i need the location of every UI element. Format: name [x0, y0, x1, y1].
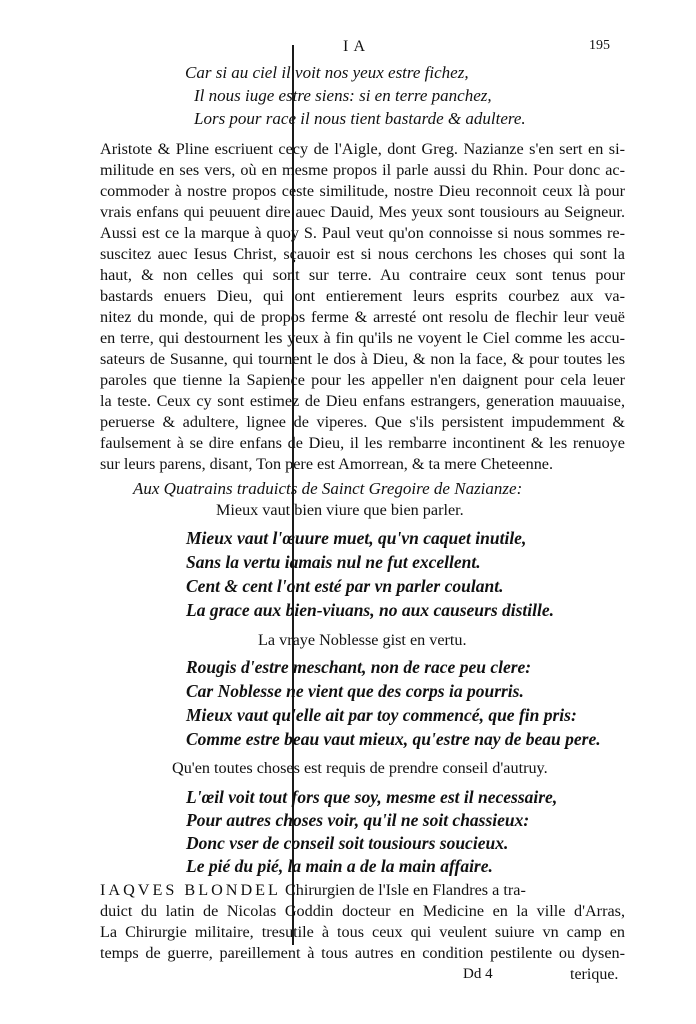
closing-line: [100, 880, 526, 901]
quatrains-heading: Aux Quatrains traduicts de Sainct Gregoire de Nazianze:: [133, 479, 523, 498]
prose-line: sateurs de Susanne, qui tournent le dos à Dieu, & non la face, & pour toutes les: [100, 350, 625, 368]
prose-line: commoder à nostre propos ceste similitude, nostre Dieu reconnoit ceux là pour: [100, 182, 625, 200]
prose-line: Aussi est ce la marque à quoy S. Paul veut qu'on connoisse si nous sommes re-: [100, 224, 625, 242]
closing-text: Chirurgien de l'Isle en Flandres a tra-: [284, 881, 526, 899]
verse-line: La grace aux bien-viuans, no aux causeurs distille.: [186, 600, 555, 620]
verse-line: Pour autres choses voir, qu'il ne soit chassieux:: [186, 810, 530, 830]
verse-line: Car Noblesse ne vient que des corps ia pourris.: [186, 681, 524, 701]
verse-line: Cent & cent l'ont esté par vn parler coulant.: [186, 576, 504, 596]
verse-line: Lors pour race il nous tient bastarde & adultere.: [194, 109, 526, 128]
verse-line: L'œil voit tout fors que soy, mesme est il necessaire,: [186, 787, 558, 807]
prose-line: en terre, qui destournent les yeux à fin qu'ils ne voyent le Ciel comme les accu-: [100, 329, 625, 347]
verse-line: Comme estre beau vaut mieux, qu'estre nay de beau pere.: [186, 729, 601, 749]
verse-line: Car si au ciel il voit nos yeux estre fichez,: [185, 63, 469, 82]
section-title: La vraye Noblesse gist en vertu.: [258, 631, 467, 649]
closing-line: duict du latin de Nicolas Goddin docteur en Medicine en la ville d'Arras,: [100, 902, 625, 920]
running-header: I A: [343, 38, 366, 55]
section-title: Qu'en toutes choses est requis de prendre conseil d'autruy.: [172, 759, 548, 777]
verse-line: Il nous iuge estre siens: si en terre panchez,: [194, 86, 492, 105]
verse-line: Le pié du pié, la main a de la main affaire.: [186, 856, 493, 876]
prose-line: vrais enfans qui peuuent dire auec Dauid, Mes yeux sont tousiours au Seigneur.: [100, 203, 625, 221]
verse-line: Mieux vaut l'œuure muet, qu'vn caquet inutile,: [186, 528, 527, 548]
author-name: IAQVES BLONDEL: [100, 881, 281, 899]
prose-line: militude en ses vers, où en mesme propos il parle aussi du Rhin. Pour donc ac-: [100, 161, 625, 179]
prose-line: nitez du monde, qui de propos ferme & arresté ont resolu de flechir leur veuë: [100, 308, 625, 326]
section-title: Mieux vaut bien viure que bien parler.: [216, 501, 464, 519]
prose-line: Aristote & Pline escriuent cecy de l'Aigle, dont Greg. Nazianze s'en sert en si-: [100, 140, 625, 158]
prose-line: la teste. Ceux cy sont estimez de Dieu enfans estrangers, generation mauuaise,: [100, 392, 625, 410]
prose-line: faulsement à se dire enfans de Dieu, il les rembarre incontinent & les renuoye: [100, 434, 625, 452]
verse-line: Rougis d'estre meschant, non de race peu clere:: [186, 657, 532, 677]
prose-line: haut, & non celles qui sont sur terre. Au contraire ceux sont tenus pour: [100, 266, 625, 284]
prose-line: suscitez auec Iesus Christ, sçauoir est si nous cerchons les choses qui sont la: [100, 245, 625, 263]
closing-line: La Chirurgie militaire, tresutile à tous ceux qui veulent suiure vn camp en: [100, 923, 625, 941]
prose-line: bastards enuers Dieu, qui ont entierement leurs esprits courbez aux va-: [100, 287, 625, 305]
prose-line: peruerse & adultere, lignee de viperes. Que s'ils persistent impudemment &: [100, 413, 625, 431]
signature-mark: Dd 4: [463, 966, 493, 982]
closing-line: temps de guerre, pareillement à tous autres en condition pestilente ou dysen-: [100, 944, 625, 962]
page-number: 195: [589, 38, 610, 53]
prose-line: paroles que tienne la Sapience pour les appeller n'en daignent pour cela leuer: [100, 371, 625, 389]
prose-line: sur leurs parens, disant, Ton pere est Amorrean, & ta mere Cheteenne.: [100, 455, 554, 473]
verse-line: Sans la vertu iamais nul ne fut excellent.: [186, 552, 481, 572]
verse-line: Donc vser de conseil soit tousiours soucieux.: [186, 833, 509, 853]
verse-line: Mieux vaut qu'elle ait par toy commencé, que fin pris:: [186, 705, 577, 725]
catchword: terique.: [570, 966, 619, 983]
